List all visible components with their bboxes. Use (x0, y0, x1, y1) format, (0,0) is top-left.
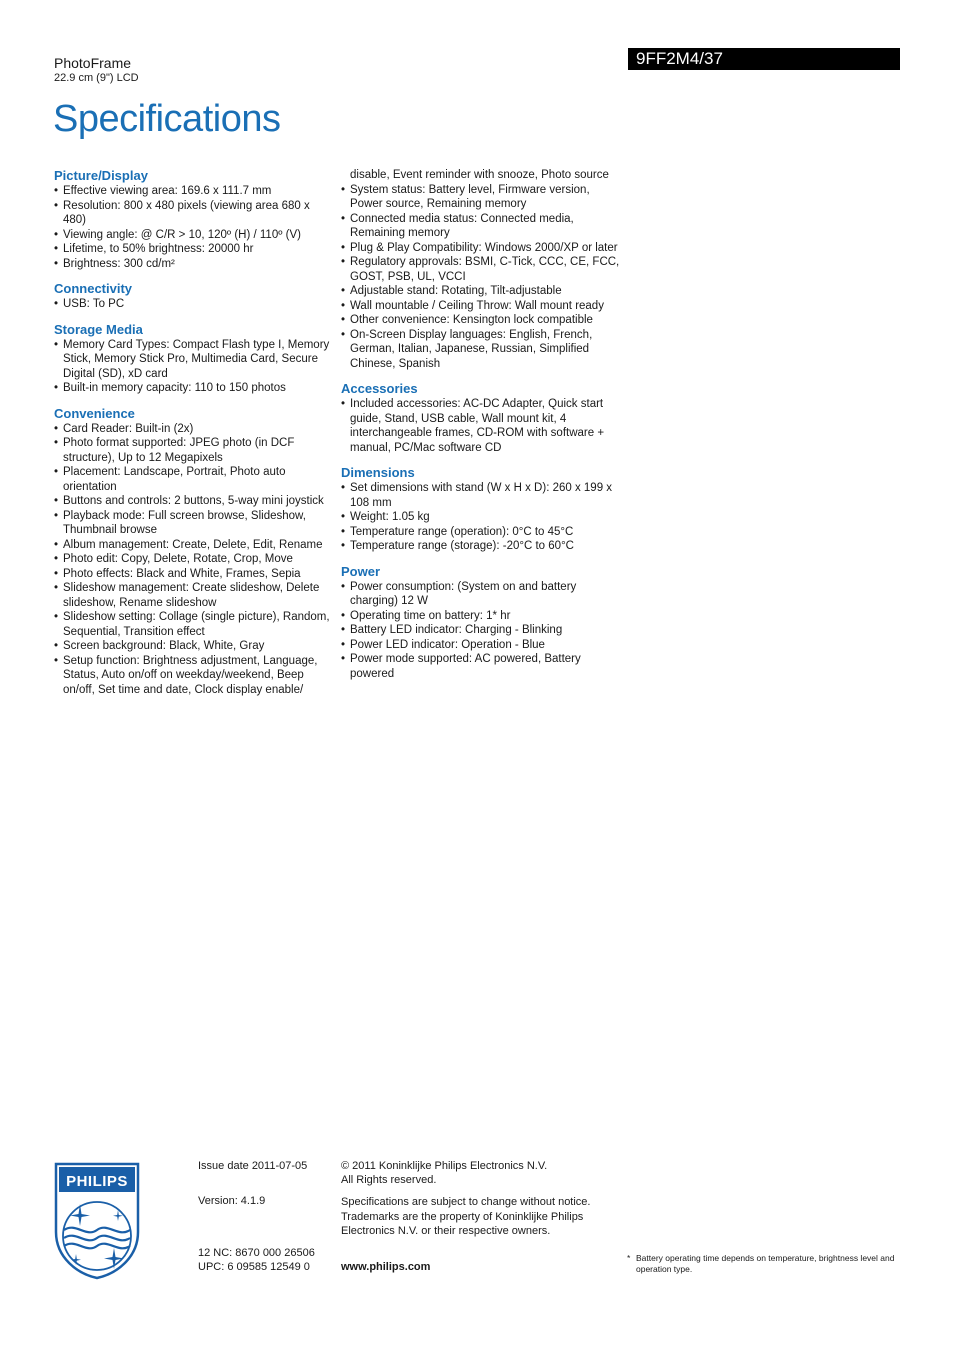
spec-list-accessories (341, 397, 621, 455)
page-title: Specifications (53, 98, 281, 140)
philips-logo-text: PHILIPS (66, 1173, 128, 1190)
spec-item: • Card Reader: Built-in (2x) (54, 422, 330, 437)
spec-item: • Photo edit: Copy, Delete, Rotate, Crop, Move (54, 552, 330, 567)
spec-item: • Weight: 1.05 kg (341, 510, 621, 525)
spec-item: • Lifetime, to 50% brightness: 20000 hr (54, 242, 330, 257)
spec-list-continued (341, 183, 621, 372)
spec-item: • Setup function: Brightness adjustment, Language, Status, Auto on/off on weekday/weekend, Beep on/off, Set time and date, Clock display enable/ (54, 654, 330, 698)
spec-item: • Included accessories: AC-DC Adapter, Quick start guide, Stand, USB cable, Wall mount kit, 4 interchangeable frames, CD-ROM with software + manual, PC/Mac software CD (341, 397, 621, 455)
copyright: © 2011 Koninklijke Philips Electronics N.V. (341, 1160, 548, 1172)
spec-list-connectivity (54, 297, 330, 312)
spec-item: • Power consumption: (System on and battery charging) 12 W (341, 580, 621, 609)
spec-item: • Temperature range (operation): 0°C to 45°C (341, 525, 621, 540)
disclaimer: Specifications are subject to change without notice. Trademarks are the property of Koninklijke Philips Electronics N.V. or their respective owners. (341, 1196, 591, 1237)
footnote-text: Battery operating time depends on temperature, brightness level and operation type. (636, 1253, 895, 1274)
spec-item: • Brightness: 300 cd/m² (54, 257, 330, 272)
spec-item: • Resolution: 800 x 480 pixels (viewing area 680 x 480) (54, 199, 330, 228)
spec-item: • Slideshow management: Create slideshow, Delete slideshow, Rename slideshow (54, 581, 330, 610)
spec-item: • Playback mode: Full screen browse, Slideshow, Thumbnail browse (54, 509, 330, 538)
spec-item: • Buttons and controls: 2 buttons, 5-way mini joystick (54, 494, 330, 509)
spec-item: • Photo format supported: JPEG photo (in DCF structure), Up to 12 Megapixels (54, 436, 330, 465)
spec-item: • Album management: Create, Delete, Edit, Rename (54, 538, 330, 553)
spec-item: • Other convenience: Kensington lock compatible (341, 313, 621, 328)
section-heading-connectivity: Connectivity (54, 281, 133, 296)
philips-shield-logo (54, 1162, 140, 1280)
spec-item: • Built-in memory capacity: 110 to 150 photos (54, 381, 330, 396)
spec-item: • Memory Card Types: Compact Flash type I, Memory Stick, Memory Stick Pro, Multimedia Card, Secure Digital (SD), xD card (54, 338, 330, 382)
spec-column-middle (341, 168, 621, 681)
issue-date: Issue date 2011-07-05 (198, 1160, 308, 1172)
version: Version: 4.1.9 (198, 1195, 266, 1207)
footnote-marker: * (627, 1253, 631, 1263)
section-heading-dimensions: Dimensions (341, 465, 415, 480)
spec-item: • Wall mountable / Ceiling Throw: Wall mount ready (341, 299, 621, 314)
section-heading-picture-display: Picture/Display (54, 168, 148, 183)
section-heading-convenience: Convenience (54, 405, 135, 421)
spec-list-convenience (54, 422, 330, 698)
section-heading-storage-media: Storage Media (54, 321, 143, 337)
spec-list-picture-display (54, 184, 330, 271)
spec-item: • Power LED indicator: Operation - Blue (341, 638, 621, 653)
product-name: PhotoFrame (54, 55, 132, 71)
model-number-bar: 9FF2M4/37 (628, 48, 900, 70)
spec-item: • Set dimensions with stand (W x H x D): 260 x 199 x 108 mm (341, 481, 621, 510)
spec-item: • Screen background: Black, White, Gray (54, 639, 330, 654)
spec-item: • Placement: Landscape, Portrait, Photo auto orientation (54, 465, 330, 494)
footnote (627, 1253, 907, 1274)
spec-item: • System status: Battery level, Firmware version, Power source, Remaining memory (341, 183, 621, 212)
product-subtitle: 22.9 cm (9") LCD (54, 72, 139, 84)
spec-list-power (341, 580, 621, 682)
spec-item: • Slideshow setting: Collage (single picture), Random, Sequential, Transition effect (54, 610, 330, 639)
continuation-list (341, 168, 621, 183)
spec-item: • Operating time on battery: 1* hr (341, 609, 621, 624)
section-heading-accessories: Accessories (341, 381, 418, 396)
continuation-text: disable, Event reminder with snooze, Photo source (350, 169, 609, 181)
spec-column-left (54, 168, 330, 697)
spec-item: • On-Screen Display languages: English, French, German, Italian, Japanese, Russian, Simplified Chinese, Spanish (341, 328, 621, 372)
spec-item: • Adjustable stand: Rotating, Tilt-adjustable (341, 284, 621, 299)
section-heading-power: Power (341, 563, 381, 579)
rights: All Rights reserved. (341, 1174, 437, 1186)
website-link[interactable]: www.philips.com (341, 1261, 431, 1273)
spec-item: • Effective viewing area: 169.6 x 111.7 mm (54, 184, 330, 199)
spec-item: • Connected media status: Connected media, Remaining memory (341, 212, 621, 241)
nc-number: 12 NC: 8670 000 26506 (198, 1247, 315, 1259)
spec-item: • Plug & Play Compatibility: Windows 2000/XP or later (341, 241, 621, 256)
spec-list-storage-media (54, 338, 330, 396)
spec-item: • Viewing angle: @ C/R > 10, 120º (H) / 110º (V) (54, 228, 330, 243)
spec-item: • Battery LED indicator: Charging - Blinking (341, 623, 621, 638)
spec-item: • Regulatory approvals: BSMI, C-Tick, CCC, CE, FCC, GOST, PSB, UL, VCCI (341, 255, 621, 284)
spec-item: • Power mode supported: AC powered, Battery powered (341, 652, 621, 681)
spec-item: • USB: To PC (54, 297, 330, 312)
spec-item: • Photo effects: Black and White, Frames, Sepia (54, 567, 330, 582)
spec-item: • Temperature range (storage): -20°C to 60°C (341, 539, 621, 554)
spec-list-dimensions (341, 481, 621, 554)
upc-number: UPC: 6 09585 12549 0 (198, 1261, 310, 1273)
